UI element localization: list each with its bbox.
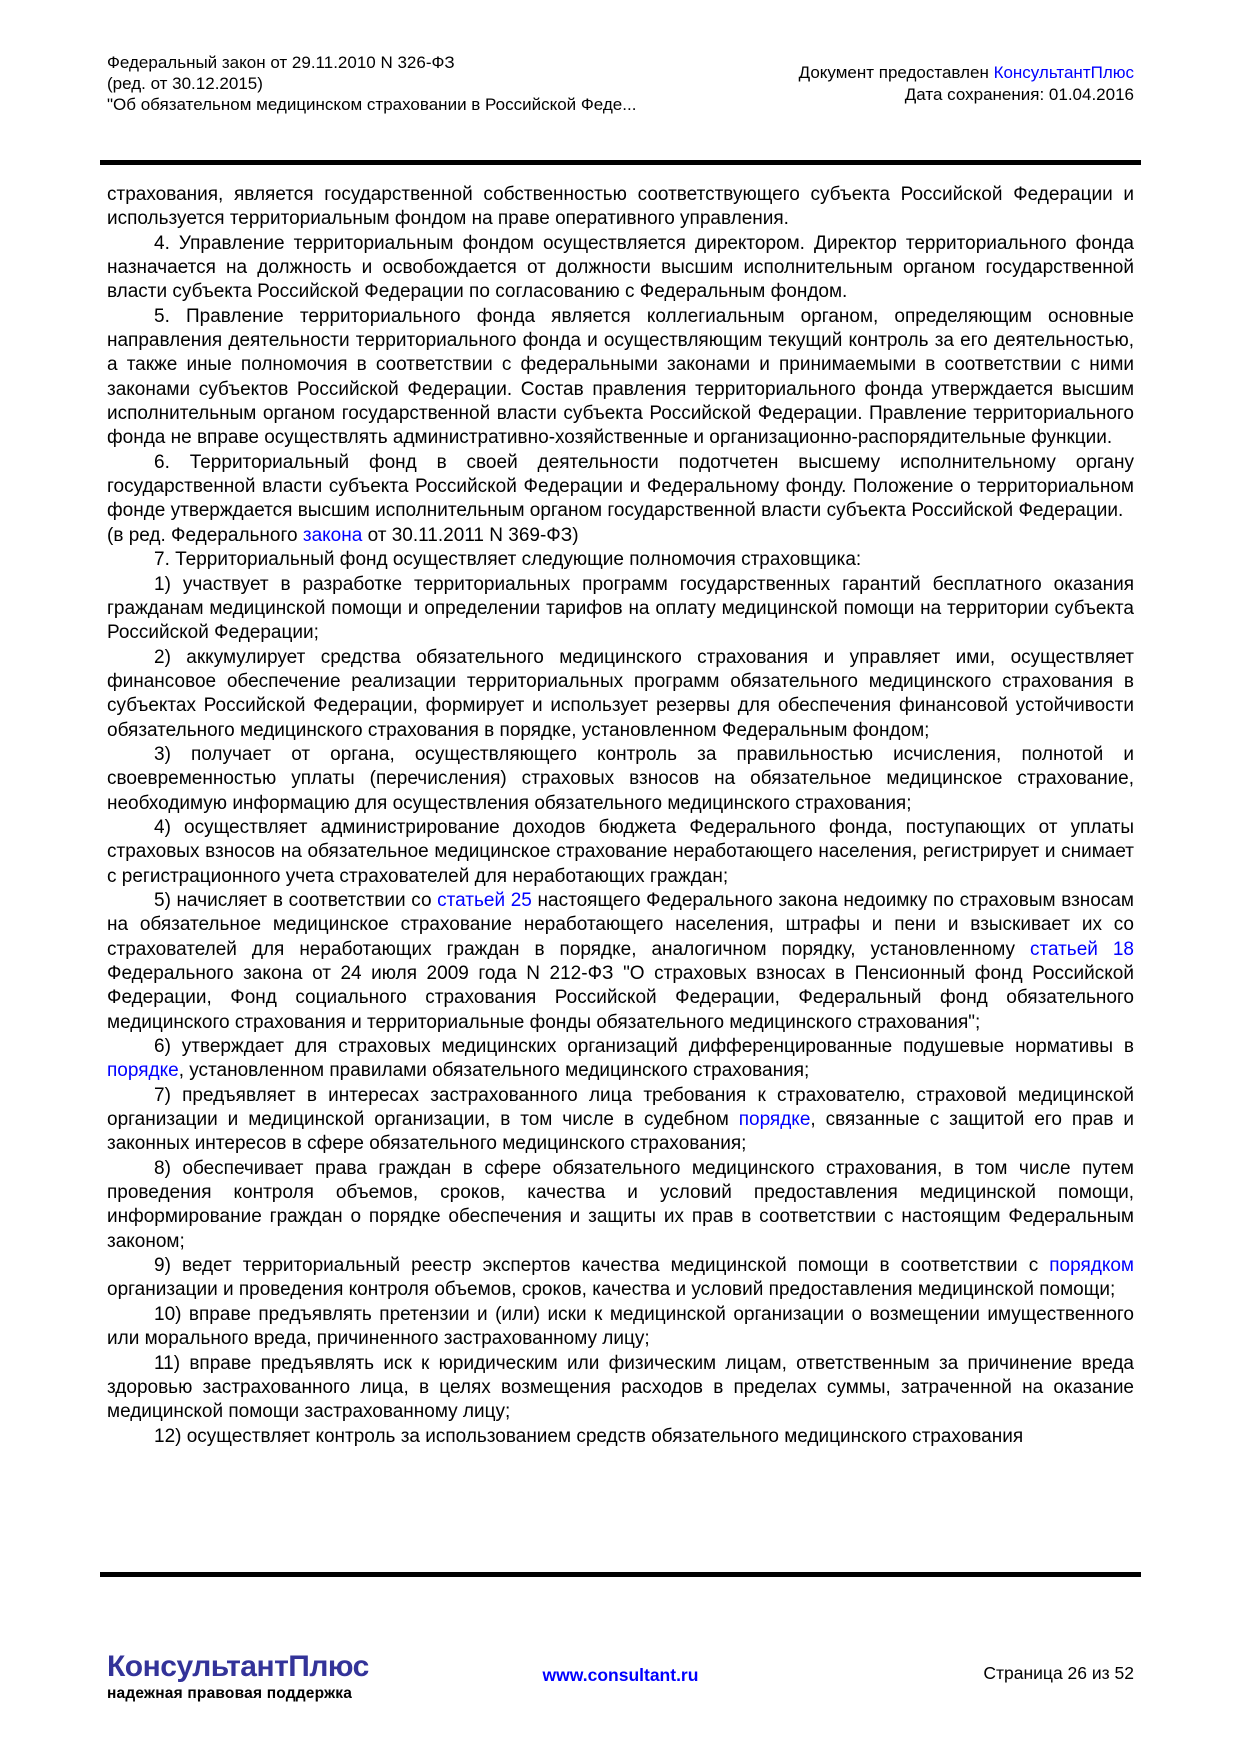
header-law-name-line: "Об обязательном медицинском страховании в Российской Феде... xyxy=(107,95,637,114)
paragraph: 11) вправе предъявлять иск к юридическим или физическим лицам, ответственным за причинение вреда здоровью застрахованного лица, в целях возмещения расходов в пределах суммы, затраченной на оказание медицинской помощи застрахованному лицу; xyxy=(107,1352,1134,1423)
paragraph: 3) получает от органа, осуществляющего контроль за правильностью исчисления, полнотой и своевременностью уплаты (перечисления) страховых взносов на обязательное медицинское страхование, необходимую информацию для осуществления обязательного медицинского страхования; xyxy=(107,743,1134,814)
inline-link[interactable]: статьей 25 xyxy=(437,889,532,911)
logo-tagline: надежная правовая поддержка xyxy=(107,1685,353,1702)
paragraph: страхования, является государственной собственностью соответствующего субъекта Российской Федерации и используется территориальным фондом на праве оперативного управления. xyxy=(107,184,1134,230)
paragraph: 12) осуществляет контроль за использованием средств обязательного медицинского страхования xyxy=(154,1425,1024,1447)
inline-link[interactable]: закона xyxy=(302,524,363,546)
inline-link[interactable]: порядком xyxy=(1049,1255,1134,1277)
paragraph: 6. Территориальный фонд в своей деятельности подотчетен высшему исполнительному органу государственной власти субъекта Российской Федерации и Федеральному фонду. Положение о территориальном фонде утверждается высшим исполнительным органом государственной власти субъекта Российской Федерации. xyxy=(107,451,1134,522)
paragraph: 5. Правление территориального фонда является коллегиальным органом, определяющим основные направления деятельности территориального фонда и осуществляющим текущий контроль за его деятельностью, а также иные полномочия в соответствии с федеральными законами и принимаемыми в соответствии с ними законами субъектов Российской Федерации. Состав правления территориального фонда утверждается высшим исполнительным органом государственной власти субъекта Российской Федерации. Правление территориального фонда не вправе осуществлять административно-хозяйственные и организационно-распорядительные функции. xyxy=(107,305,1134,449)
paragraph: 1) участвует в разработке территориальных программ государственных гарантий бесплатного оказания гражданам медицинской помощи и определении тарифов на оплату медицинской помощи на территории субъекта Российской Федерации; xyxy=(107,573,1134,644)
consultantplus-logo: КонсультантПлюс xyxy=(107,1650,369,1683)
inline-link[interactable]: статьей 18 xyxy=(1029,938,1134,960)
inline-link[interactable]: порядке xyxy=(107,1060,179,1082)
header-law-title-line: Федеральный закон от 29.11.2010 N 326-ФЗ xyxy=(107,53,455,72)
document-body xyxy=(107,183,1134,1449)
paragraph: 4. Управление территориальным фондом осуществляется директором. Директор территориального фонда назначается на должность и освобождается от должности высшим исполнительным органом государственной власти субъекта Российской Федерации по согласованию с Федеральным фондом. xyxy=(107,232,1134,303)
paragraph: 7) предъявляет в интересах застрахованного лица требования к страхователю, страховой медицинской организации и медицинской организации, в том числе в судебном порядке, связанные с защитой его прав и законных интересов в сфере обязательного медицинского страхования; xyxy=(107,1084,1134,1155)
paragraph: 2) аккумулирует средства обязательного медицинского страхования и управляет ими, осуществляет финансовое обеспечение реализации территориальных программ обязательного медицинского страхования в субъектах Российской Федерации, формирует и использует резервы для обеспечения финансовой устойчивости обязательного медицинского страхования в порядке, установленном Федеральным фондом; xyxy=(107,646,1134,741)
document-header-meta xyxy=(614,62,1134,106)
bottom-divider-rule xyxy=(100,1572,1141,1577)
header-law-edition-line: (ред. от 30.12.2015) xyxy=(107,74,263,93)
inline-link[interactable]: порядке xyxy=(738,1109,811,1131)
saved-date-line: Дата сохранения: 01.04.2016 xyxy=(904,85,1134,104)
paragraph: 9) ведет территориальный реестр экспертов качества медицинской помощи в соответствии с порядком организации и проведения контроля объемов, сроков, качества и условий предоставления медицинской помощи; xyxy=(107,1255,1134,1301)
top-divider-rule xyxy=(100,160,1141,165)
paragraph: 8) обеспечивает права граждан в сфере обязательного медицинского страхования, в том числе путем проведения контроля объемов, сроков, качества и условий предоставления медицинской помощи, информирование граждан о порядке обеспечения и защиты их прав в соответствии с настоящим Федеральным законом; xyxy=(107,1157,1134,1252)
consultant-site-link[interactable]: www.consultant.ru xyxy=(542,1665,699,1685)
page-number: Страница 26 из 52 xyxy=(983,1663,1134,1683)
paragraph: 5) начисляет в соответствии со статьей 25 настоящего Федерального закона недоимку по страховым взносам на обязательное медицинское страхование неработающего населения, штрафы и пени и взыскивает их со страхователей для неработающих граждан в порядке, аналогичном порядку, установленному статьей 18 Федерального закона от 24 июля 2009 года N 212-ФЗ "О страховых взносах в Пенсионный фонд Российской Федерации, Фонд социального страхования Российской Федерации, Федеральный фонд обязательного медицинского страхования и территориальные фонды обязательного медицинского страхования"; xyxy=(107,889,1134,1033)
paragraph: 6) утверждает для страховых медицинских организаций дифференцированные подушевые нормативы в порядке, установленном правилами обязательного медицинского страхования; xyxy=(107,1036,1134,1082)
paragraph: 7. Территориальный фонд осуществляет следующие полномочия страховщика: xyxy=(154,549,862,571)
paragraph: 10) вправе предъявлять претензии и (или) иски к медицинской организации о возмещении имущественного или морального вреда, причиненного застрахованному лицу; xyxy=(107,1303,1134,1350)
paragraph: (в ред. Федерального закона от 30.11.2011 N 369-ФЗ) xyxy=(107,524,579,546)
provided-by-label: Документ предоставлен xyxy=(798,63,994,82)
provided-by-line xyxy=(614,62,1134,84)
consultantplus-link[interactable]: КонсультантПлюс xyxy=(993,63,1134,82)
paragraph: 4) осуществляет администрирование доходов бюджета Федерального фонда, поступающих от уплаты страховых взносов на обязательное медицинское страхование неработающего населения, регистрирует и снимает с регистрационного учета страхователей для неработающих граждан; xyxy=(107,816,1134,887)
